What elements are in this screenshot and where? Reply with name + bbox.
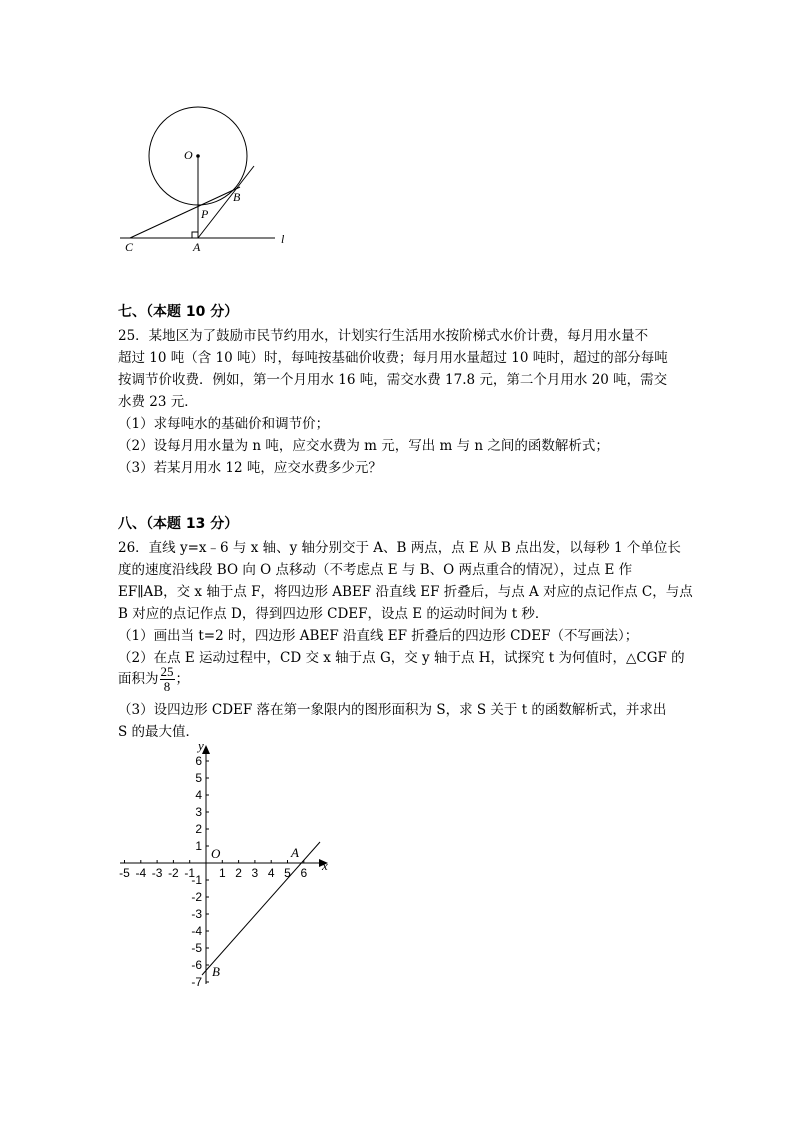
line-ab <box>202 842 320 975</box>
y-tick-label: -2 <box>191 890 202 904</box>
area-denominator: 8 <box>163 679 171 694</box>
label-o: O <box>184 148 193 162</box>
y-tick-label: -6 <box>191 958 202 972</box>
q26-part-1: （1）画出当 t=2 时，四边形 ABEF 沿直线 EF 折叠后的四边形 CDEF（不写画法）； <box>118 628 639 644</box>
q25-line-3: 按调节价收费．例如，第一个月用水 16 吨，需交水费 17.8 元，第二个月用水 20 吨，需交 <box>118 372 668 388</box>
point-a-label: A <box>291 845 299 860</box>
q26-part-2: （2）在点 E 运动过程中，CD 交 x 轴于点 G，交 y 轴于点 H，试探究 t 为何值时，△CGF 的 <box>118 650 685 666</box>
label-a: A <box>193 240 201 254</box>
section-8-title: 八、（本题 13 分） <box>118 516 239 532</box>
q26-part-3-cont: S 的最大值． <box>118 724 200 740</box>
q26-line-2: 度的速度沿线段 BO 向 O 点移动（不考虑点 E 与 B、O 两点重合的情况），过点 E 作 <box>118 562 633 578</box>
label-p: P <box>201 207 209 221</box>
x-tick-label: 1 <box>218 866 226 880</box>
x-tick-label: 5 <box>284 866 291 880</box>
q25-line-2: 超过 10 吨（含 10 吨）时，每吨按基础价收费；每月用水量超过 10 吨时，超过的部分每吨 <box>118 350 668 366</box>
x-tick-label: -4 <box>135 866 147 880</box>
section-7-title: 七、（本题 10 分） <box>118 304 239 320</box>
label-b: B <box>233 190 241 204</box>
area-numerator: 25 <box>160 664 174 679</box>
y-tick-label: 4 <box>195 788 202 802</box>
y-tick-label: 3 <box>195 805 202 819</box>
x-tick-label: 2 <box>235 866 242 880</box>
y-tick-label: -1 <box>191 873 202 887</box>
q26-line-1: 26．直线 y=x﹣6 与 x 轴、y 轴分别交于 A、B 两点，点 E 从 B 点出发，以每秒 1 个单位长 <box>118 540 681 556</box>
q26-part-3: （3）设四边形 CDEF 落在第一象限内的图形面积为 S，求 S 关于 t 的函数解析式，并求出 <box>118 702 667 718</box>
x-tick-label: -2 <box>168 866 179 880</box>
point-b-label: B <box>212 964 220 979</box>
y-tick-label: -5 <box>191 941 202 955</box>
origin-label: O <box>211 846 221 861</box>
x-tick-label: 3 <box>251 866 259 880</box>
y-tick-label: 1 <box>195 839 202 853</box>
x-tick-label: 6 <box>300 866 308 880</box>
y-tick-label: -7 <box>191 975 202 989</box>
x-tick-label: -3 <box>151 866 163 880</box>
y-tick-label: -4 <box>191 924 202 938</box>
y-tick-label: -3 <box>191 907 202 921</box>
q25-part-3: （3）若某月用水 12 吨，应交水费多少元？ <box>118 460 382 476</box>
label-l: l <box>281 232 285 246</box>
axis-label-y: y <box>198 738 204 753</box>
q25-part-2: （2）设每月用水量为 n 吨，应交水费为 m 元，写出 m 与 n 之间的函数解析式； <box>118 438 609 454</box>
axis-label-x: x <box>322 858 328 873</box>
y-tick-label: 2 <box>195 822 202 836</box>
q25-part-1: （1）求每吨水的基础价和调节价； <box>118 416 330 432</box>
area-suffix: ； <box>175 671 189 687</box>
q26-line-3: EF∥AB，交 x 轴于点 F，将四边形 ABEF 沿直线 EF 折叠后，与点 A 对应的点记作点 C，与点 <box>118 584 693 600</box>
area-prefix: 面积为 <box>118 671 159 687</box>
q26-line-4: B 对应的点记作点 D，得到四边形 CDEF，设点 E 的运动时间为 t 秒． <box>118 606 549 622</box>
y-tick-label: 6 <box>195 754 202 768</box>
label-c: C <box>125 240 134 254</box>
x-tick-label: -5 <box>119 866 130 880</box>
q25-line-4: 水费 23 元． <box>118 394 198 410</box>
x-tick-label: 4 <box>267 866 275 880</box>
x-tick-label: -1 <box>184 866 196 880</box>
q25-line-1: 25．某地区为了鼓励市民节约用水，计划实行生活用水按阶梯式水价计费，每月用水量不 <box>118 328 649 344</box>
y-tick-label: 5 <box>195 771 202 785</box>
